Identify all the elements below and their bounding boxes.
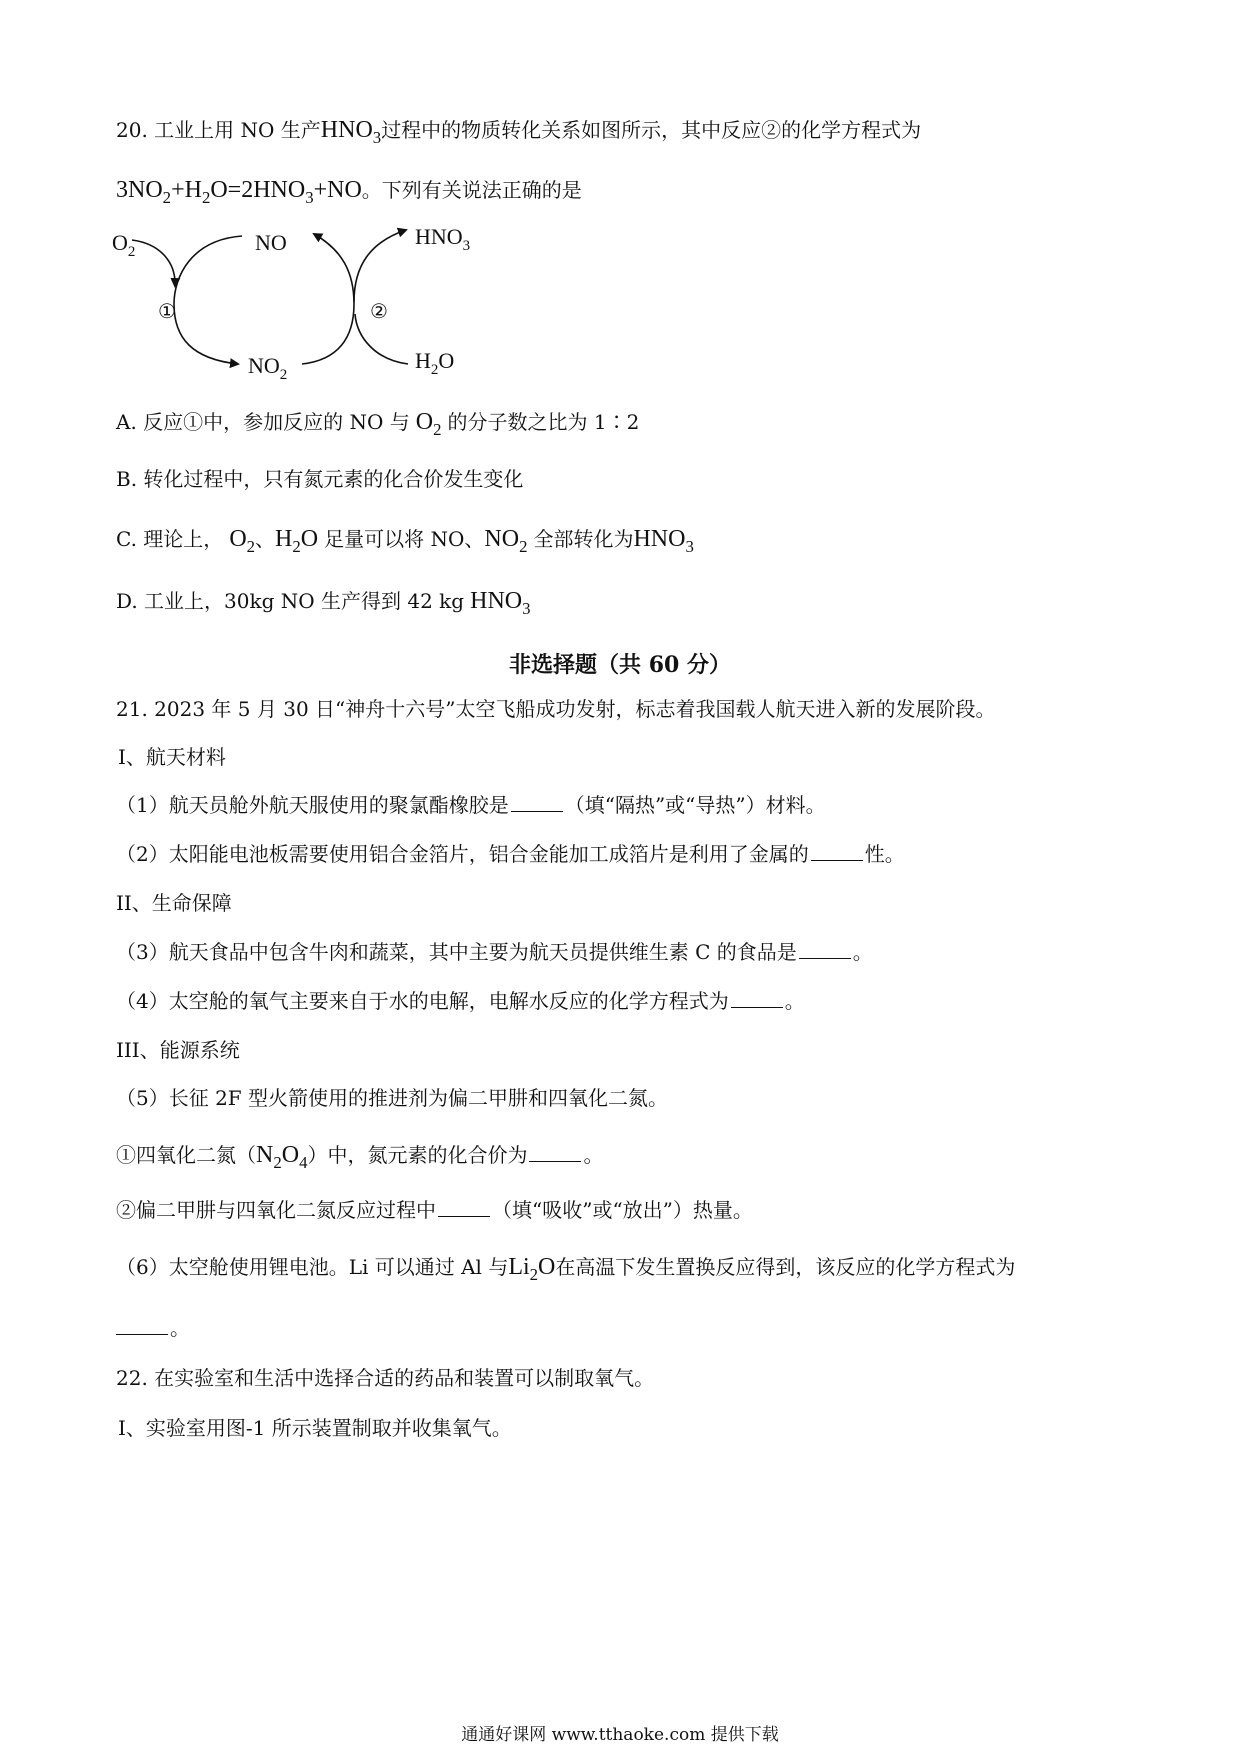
- formula-hno3: $HNO_3$: [320, 117, 382, 147]
- q21-sub2-text: （2）太阳能电池板需要使用铝合金箔片，铝合金能加工成箔片是利用了金属的: [116, 842, 809, 866]
- option-c-sep: 、: [255, 527, 276, 551]
- q20-intro-a: 工业上用 NO 生产: [154, 118, 321, 142]
- q20-option-d: [116, 587, 531, 616]
- q21-sub6: [116, 1253, 1015, 1282]
- q22-part1: Ⅰ、实验室用图-1 所示装置制取并收集氧气。: [118, 1416, 512, 1440]
- label-no: NO: [255, 230, 287, 255]
- q22-stem: 22. 在实验室和生活中选择合适的药品和装置可以制取氧气。: [116, 1366, 655, 1390]
- q21-sub4-tail: 。: [784, 989, 805, 1013]
- q21-stem: 21. 2023 年 5 月 30 日“神舟十六号”太空飞船成功发射，标志着我国载人航天进入新的发展阶段。: [116, 697, 996, 721]
- q21-sub6-answer-line: [116, 1316, 190, 1340]
- label-h2o: $H_2O$: [415, 348, 455, 378]
- formula-o2: $O_2$: [409, 409, 442, 439]
- label-no2: $NO_2$: [248, 353, 288, 383]
- formula-o2: $O_2$: [223, 526, 256, 556]
- page-footer: 通通好课网 www.tthaoke.com 提供下载: [461, 1725, 779, 1745]
- formula-no2: $NO_2$: [484, 526, 528, 556]
- option-a-text2: 的分子数之比为 1∶2: [447, 410, 640, 434]
- q21-sub6-text: （6）太空舱使用锂电池。Li 可以通过 Al 与: [116, 1255, 509, 1279]
- q20-option-c: [116, 525, 694, 554]
- q21-sub1: [116, 793, 826, 817]
- q20-option-b: B. 转化过程中，只有氮元素的化合价发生变化: [116, 467, 524, 491]
- q20-intro-b: 过程中的物质转化关系如图所示，其中反应②的化学方程式为: [381, 118, 922, 142]
- q20-number: 20.: [116, 118, 148, 142]
- q21-sub1-tail: （填“隔热”或“导热”）材料。: [564, 793, 826, 817]
- q21-sub4: [116, 989, 805, 1013]
- q20-stem-line1: [116, 116, 921, 145]
- q20-option-a: [116, 408, 639, 437]
- q21-sub2-tail: 性。: [864, 842, 905, 866]
- section-title: 非选择题（共 60 分）: [509, 652, 731, 678]
- q21-sub4-text: （4）太空舱的氧气主要来自于水的电解，电解水反应的化学方程式为: [116, 989, 729, 1013]
- formula-hno3: $HNO_3$: [633, 526, 694, 556]
- q21-sub3: [116, 940, 873, 964]
- q20-eq-tail: 。下列有关说法正确的是: [361, 178, 582, 202]
- answer-blank[interactable]: [511, 793, 563, 812]
- formula-h2o: $H_2O$: [275, 526, 325, 556]
- answer-blank[interactable]: [529, 1143, 581, 1162]
- answer-blank[interactable]: [116, 1316, 168, 1335]
- formula-hno3: $HNO_3$: [464, 588, 531, 618]
- q21-sub5-1: [116, 1141, 603, 1170]
- q21-sub5: （5）长征 2F 型火箭使用的推进剂为偏二甲肼和四氧化二氮。: [116, 1086, 669, 1110]
- formula-li2o: $Li_2O$: [508, 1254, 556, 1284]
- label-o2: $O_2$: [112, 230, 136, 260]
- label-step2: ②: [370, 299, 388, 323]
- formula-n2o4: $N_2O_4$: [256, 1142, 308, 1172]
- option-d-text: D. 工业上，30kg NO 生产得到 42 kg: [116, 589, 465, 613]
- arrow-reaction2: [302, 234, 354, 364]
- option-c-text: C. 理论上，: [116, 527, 224, 551]
- answer-blank[interactable]: [731, 989, 783, 1008]
- option-a-text: A. 反应①中，参加反应的 NO 与: [116, 410, 410, 434]
- label-step1: ①: [158, 299, 176, 323]
- q21-part2-heading: II、生命保障: [116, 891, 232, 915]
- conversion-diagram: [110, 226, 490, 396]
- q21-sub5-1-mid: ）中，氮元素的化合价为: [307, 1143, 528, 1167]
- q21-sub1-text: （1）航天员舱外航天服使用的聚氯酯橡胶是: [116, 793, 509, 817]
- q21-sub6-tail: 。: [170, 1316, 190, 1340]
- label-hno3: $HNO_3$: [415, 226, 471, 254]
- q21-sub5-1-tail: 。: [583, 1143, 604, 1167]
- q21-part3-heading: III、能源系统: [116, 1038, 240, 1062]
- q21-sub3-tail: 。: [852, 940, 873, 964]
- answer-blank[interactable]: [438, 1198, 490, 1217]
- option-c-text2: 足量可以将 NO、: [324, 527, 485, 551]
- arrow-reaction1: [174, 236, 242, 364]
- q21-sub3-text: （3）航天食品中包含牛肉和蔬菜，其中主要为航天员提供维生素 C 的食品是: [116, 940, 797, 964]
- answer-blank[interactable]: [799, 940, 851, 959]
- q21-sub2: [116, 842, 905, 866]
- reaction-equation: $3NO_2+H_2O=2HNO_3+NO$: [116, 177, 362, 207]
- q21-part1-heading: Ⅰ、航天材料: [118, 745, 226, 769]
- answer-blank[interactable]: [811, 842, 863, 861]
- arrow-o2-in: [132, 240, 175, 286]
- q20-stem-line2: [116, 176, 582, 205]
- option-c-text3: 全部转化为: [533, 527, 634, 551]
- q21-sub5-1-text: ①四氧化二氮（: [116, 1143, 256, 1167]
- q21-sub5-2-tail: （填“吸收”或“放出”）热量。: [492, 1198, 753, 1222]
- arrow-hno3-out: [354, 230, 406, 302]
- q21-sub5-2: [116, 1198, 753, 1222]
- q21-sub6-mid: 在高温下发生置换反应得到，该反应的化学方程式为: [555, 1255, 1016, 1279]
- q21-sub5-2-text: ②偏二甲肼与四氧化二氮反应过程中: [116, 1198, 436, 1222]
